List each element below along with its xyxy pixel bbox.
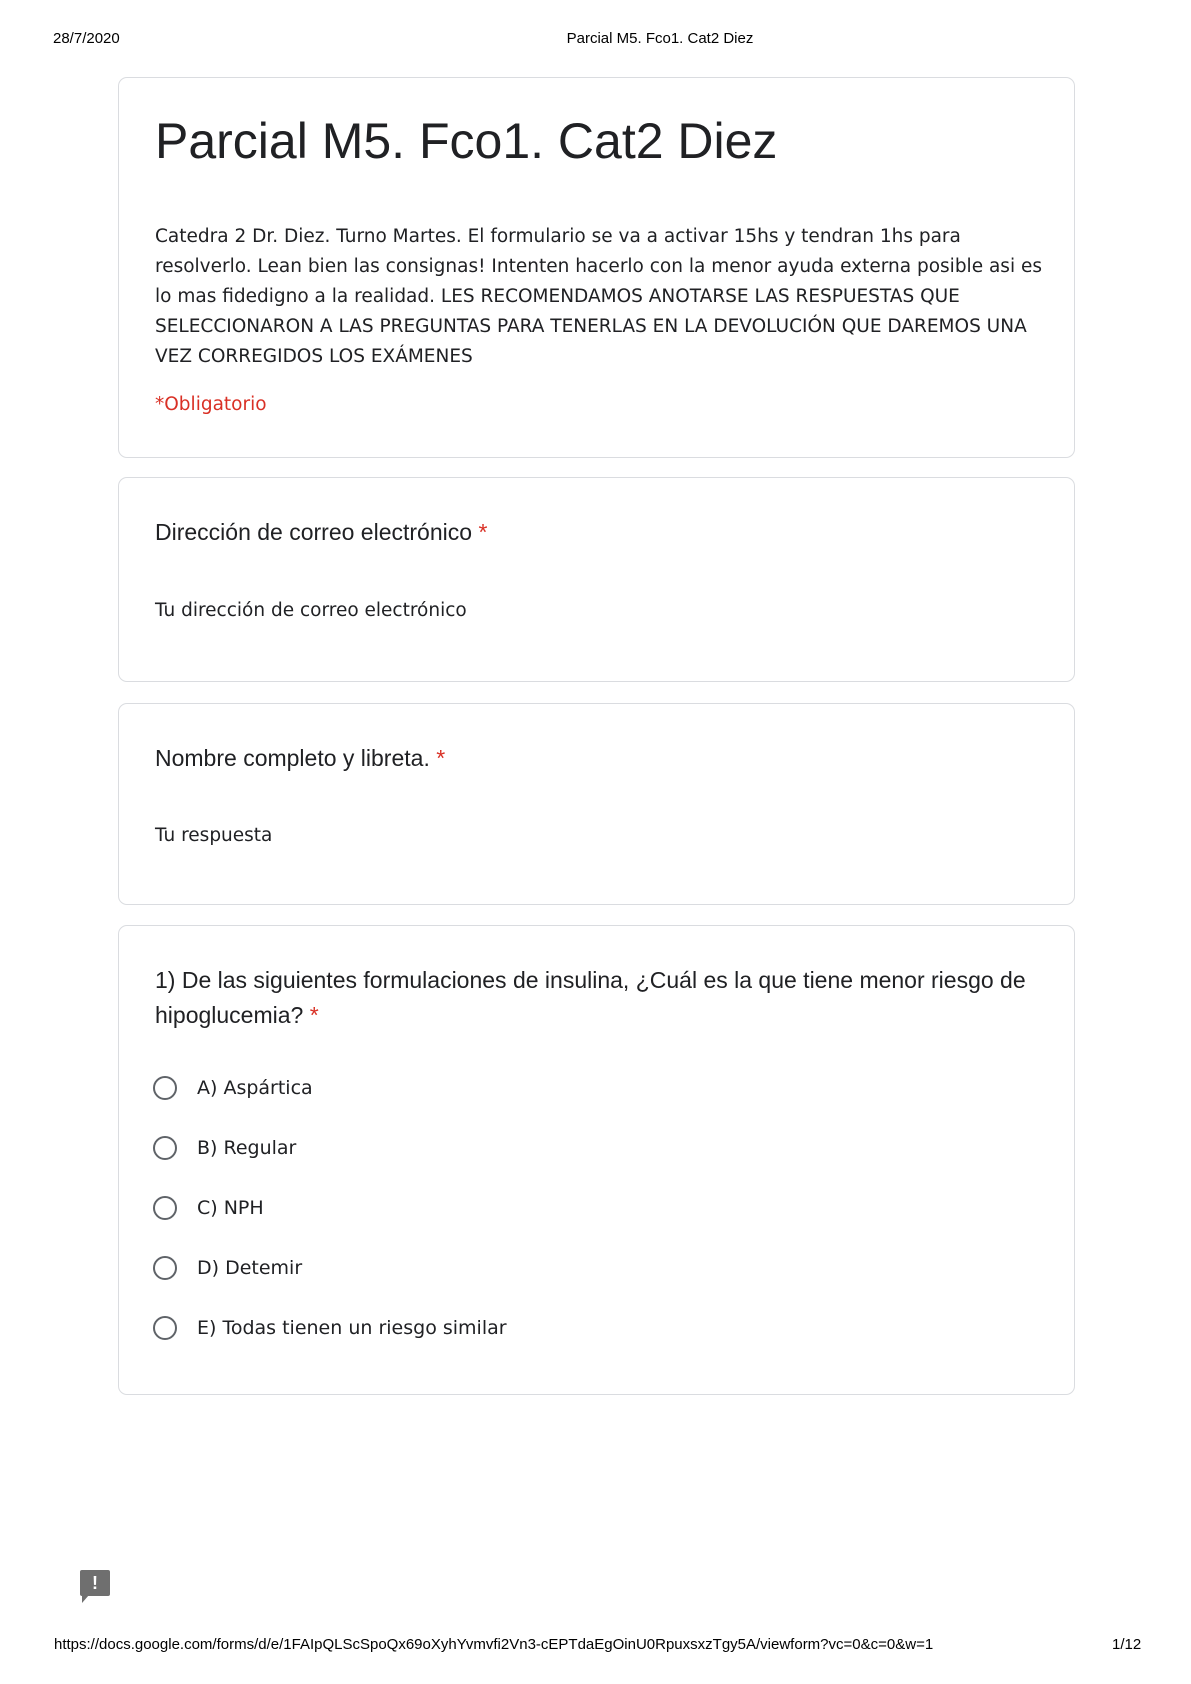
required-star: * xyxy=(436,745,446,771)
feedback-icon[interactable]: ! xyxy=(80,1570,110,1596)
print-title: Parcial M5. Fco1. Cat2 Diez xyxy=(566,30,754,47)
option-label: D) Detemir xyxy=(197,1257,303,1279)
name-input[interactable]: Tu respuesta xyxy=(155,825,273,846)
required-star: * xyxy=(309,1002,319,1028)
radio-icon[interactable] xyxy=(153,1196,177,1220)
print-date: 28/7/2020 xyxy=(53,30,120,47)
label-text: Dirección de correo electrónico xyxy=(155,519,473,545)
form-title: Parcial M5. Fco1. Cat2 Diez xyxy=(155,113,778,169)
radio-icon[interactable] xyxy=(153,1256,177,1280)
option-c[interactable] xyxy=(155,1192,264,1224)
label-text: Nombre completo y libreta. xyxy=(155,745,430,771)
question-1-card xyxy=(118,925,1075,1395)
required-star: * xyxy=(478,519,488,545)
email-input[interactable]: Tu dirección de correo electrónico xyxy=(155,600,467,621)
radio-icon[interactable] xyxy=(153,1316,177,1340)
form-description: Catedra 2 Dr. Diez. Turno Martes. El formulario se va a activar 15hs y tendran 1hs para resolverlo. Lean bien las consignas! Intenten hacerlo con la menor ayuda externa posible asi es lo mas fidedigno a la realidad. LES RECOMENDAMOS ANOTARSE LAS RESPUESTAS QUE SELECCIONARON A LAS PREGUNTAS PARA TENERLAS EN LA DEVOLUCIÓN QUE DAREMOS UNA VEZ CORREGIDOS LOS EXÁMENES xyxy=(155,226,1042,367)
email-question-card xyxy=(118,477,1075,682)
radio-icon[interactable] xyxy=(153,1136,177,1160)
option-d[interactable] xyxy=(155,1252,302,1284)
option-a[interactable] xyxy=(155,1072,313,1104)
option-label: B) Regular xyxy=(197,1137,297,1159)
option-b[interactable] xyxy=(155,1132,296,1164)
option-label: C) NPH xyxy=(197,1197,264,1219)
label-text: 1) De las siguientes formulaciones de insulina, ¿Cuál es la que tiene menor riesgo de hipoglucemia? xyxy=(155,967,1026,1028)
print-url: https://docs.google.com/forms/d/e/1FAIpQLScSpoQx69oXyhYvmvfi2Vn3-cEPTdaEgOinU0RpuxsxzTgy5A/viewform?vc=0&c=0&w=1 xyxy=(54,1636,934,1653)
email-question-label xyxy=(155,515,1055,550)
form-header-card xyxy=(118,77,1075,458)
name-question-card xyxy=(118,703,1075,905)
required-note: *Obligatorio xyxy=(155,394,267,415)
name-question-label xyxy=(155,741,1055,776)
option-e[interactable] xyxy=(155,1312,507,1344)
option-label: A) Aspártica xyxy=(197,1077,313,1099)
page-number: 1/12 xyxy=(1112,1636,1142,1653)
question-1-label xyxy=(155,963,1055,1033)
option-label: E) Todas tienen un riesgo similar xyxy=(197,1317,507,1339)
radio-icon[interactable] xyxy=(153,1076,177,1100)
